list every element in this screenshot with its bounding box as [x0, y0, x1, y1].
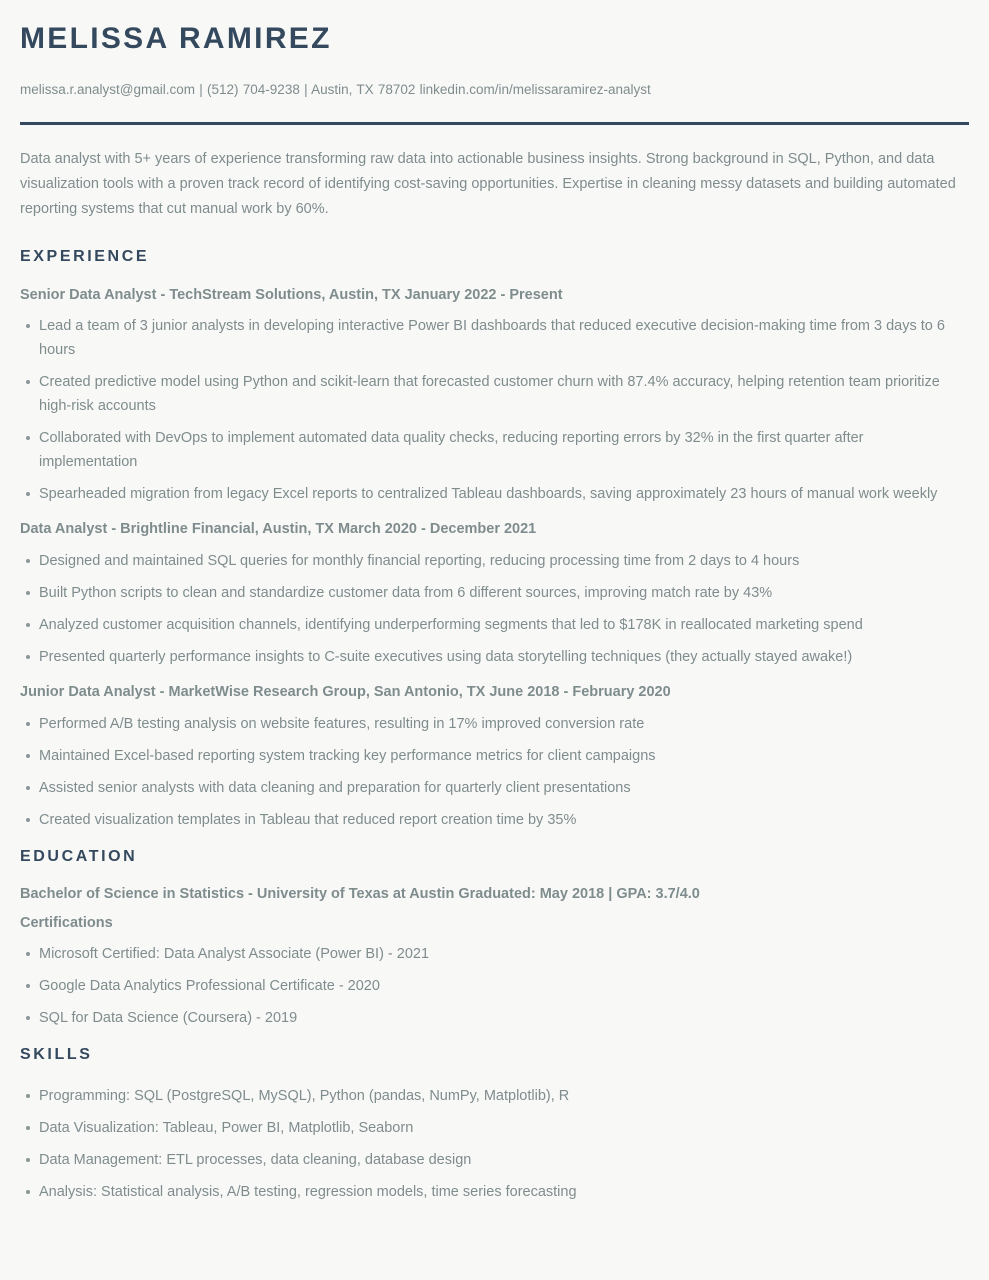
list-item: SQL for Data Science (Coursera) - 2019 [20, 1006, 965, 1030]
list-item: Data Visualization: Tableau, Power BI, Matplotlib, Seaborn [20, 1116, 965, 1140]
list-item: Data Management: ETL processes, data cleaning, database design [20, 1148, 965, 1172]
list-item: Analyzed customer acquisition channels, identifying underperforming segments that led to $178K in reallocated marketing spend [20, 613, 965, 637]
job-heading: Data Analyst - Brightline Financial, Austin, TX March 2020 - December 2021 [20, 521, 537, 538]
list-item: Collaborated with DevOps to implement automated data quality checks, reducing reporting errors by 32% in the first quarter after implementation [20, 426, 965, 474]
experience-entry [20, 520, 969, 669]
resume-header [20, 22, 969, 125]
skills-list [20, 1084, 969, 1204]
contact-line: melissa.r.analyst@gmail.com | (512) 704-9238 | Austin, TX 78702 linkedin.com/in/melissaramirez-analyst [20, 82, 651, 97]
job-heading: Senior Data Analyst - TechStream Solutions, Austin, TX January 2022 - Present [20, 286, 563, 303]
list-item: Designed and maintained SQL queries for monthly financial reporting, reducing processing time from 2 days to 4 hours [20, 549, 965, 573]
section-title-education: EDUCATION [20, 847, 138, 865]
candidate-name: MELISSA RAMIREZ [20, 22, 332, 55]
list-item: Created visualization templates in Tableau that reduced report creation time by 35% [20, 808, 965, 832]
degree-line: Bachelor of Science in Statistics - University of Texas at Austin Graduated: May 2018 | GPA: 3.7/4.0 [20, 885, 700, 902]
section-title-experience: EXPERIENCE [20, 247, 150, 265]
section-skills [20, 1046, 969, 1204]
list-item: Microsoft Certified: Data Analyst Associate (Power BI) - 2021 [20, 942, 965, 966]
job-bullet-list [20, 549, 969, 669]
job-bullet-list [20, 314, 969, 506]
list-item: Spearheaded migration from legacy Excel reports to centralized Tableau dashboards, saving approximately 23 hours of manual work weekly [20, 482, 965, 506]
certifications-label: Certifications [20, 914, 113, 931]
header-divider [20, 122, 969, 125]
list-item: Lead a team of 3 junior analysts in developing interactive Power BI dashboards that reduced executive decision-making time from 3 days to 6 hours [20, 314, 965, 362]
job-heading: Junior Data Analyst - MarketWise Research Group, San Antonio, TX June 2018 - February 2020 [20, 684, 671, 701]
list-item: Built Python scripts to clean and standardize customer data from 6 different sources, improving match rate by 43% [20, 581, 965, 605]
list-item: Programming: SQL (PostgreSQL, MySQL), Python (pandas, NumPy, Matplotlib), R [20, 1084, 965, 1108]
list-item: Google Data Analytics Professional Certificate - 2020 [20, 974, 965, 998]
list-item: Performed A/B testing analysis on website features, resulting in 17% improved conversion rate [20, 712, 965, 736]
list-item: Assisted senior analysts with data cleaning and preparation for quarterly client presentations [20, 776, 965, 800]
section-title-skills: SKILLS [20, 1046, 93, 1064]
section-experience [20, 248, 969, 832]
experience-entry [20, 286, 969, 507]
section-education [20, 848, 969, 1031]
list-item: Presented quarterly performance insights to C-suite executives using data storytelling techniques (they actually stayed awake!) [20, 645, 965, 669]
list-item: Analysis: Statistical analysis, A/B testing, regression models, time series forecasting [20, 1180, 965, 1204]
job-bullet-list [20, 712, 969, 832]
list-item: Maintained Excel-based reporting system tracking key performance metrics for client campaigns [20, 744, 965, 768]
professional-summary: Data analyst with 5+ years of experience transforming raw data into actionable business insights. Strong background in SQL, Python, and data visualization tools with a proven track record of identifying cost-saving opportunities. Expertise in cleaning messy datasets and building automated reporting systems that cut manual work by 60%. [20, 150, 956, 217]
certifications-list [20, 942, 969, 1030]
experience-entry [20, 683, 969, 832]
list-item: Created predictive model using Python and scikit-learn that forecasted customer churn with 87.4% accuracy, helping retention team prioritize high-risk accounts [20, 370, 965, 418]
